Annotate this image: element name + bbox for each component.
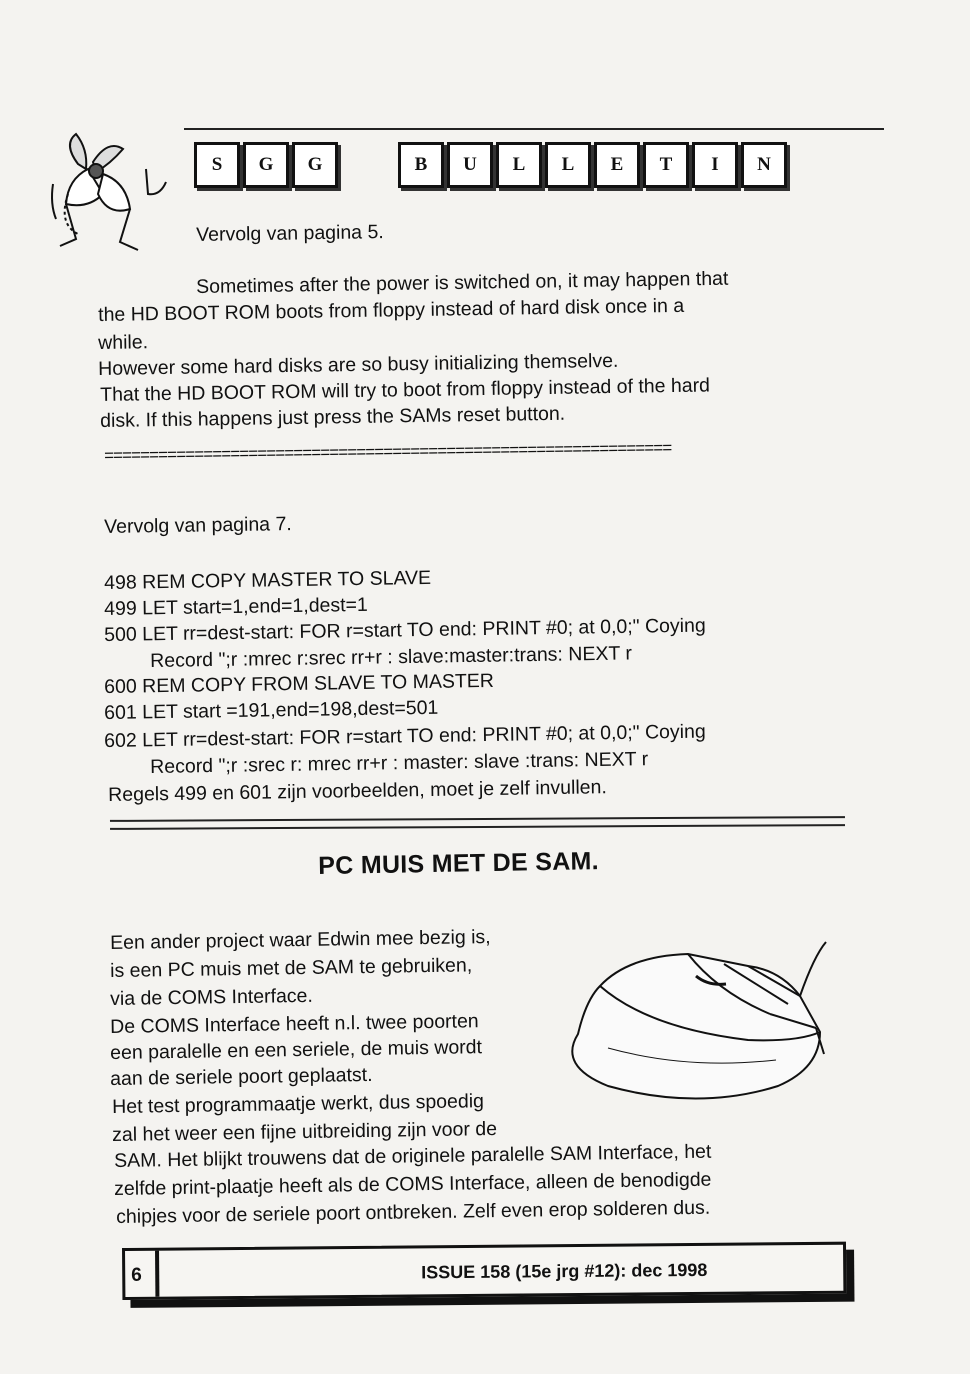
paragraph-line: while. [98,331,149,354]
paragraph-line: Sometimes after the power is switched on, it may happen that [196,267,729,298]
page-number: 6 [131,1264,142,1286]
code-line: Record ";r :srec r: mrec rr+r : master: slave :trans: NEXT r [150,748,649,778]
computer-mouse-icon [548,936,838,1108]
header-rule [184,128,884,130]
section-heading: PC MUIS MET DE SAM. [318,847,600,880]
sgg-title [194,142,338,188]
bulletin-title [398,142,787,188]
title-letter: L [496,142,542,188]
paragraph-line: Het test programmaatje werkt, dus spoedig [112,1090,485,1118]
title-letter: G [243,142,289,188]
paragraph-line: zelfde print-plaatje heeft als de COMS Interface, alleen de benodigde [114,1168,712,1200]
continuation-note: Vervolg van pagina 7. [104,513,292,538]
code-line: 602 LET rr=dest-start: FOR r=start TO end: PRINT #0; at 0,0;" Coying [104,720,706,752]
title-letter: B [398,142,444,188]
paragraph-line: via de COMS Interface. [110,984,314,1010]
paragraph-line: the HD BOOT ROM boots from floppy instead of hard disk once in a [98,294,685,326]
title-letter: N [741,142,787,188]
code-note: Regels 499 en 601 zijn voorbeelden, moet je zelf invullen. [108,776,607,806]
double-rule [110,816,845,830]
title-letter: E [594,142,640,188]
paragraph-line: aan de seriele poort geplaatst. [110,1063,373,1090]
code-line: Record ";r :mrec r:srec rr+r : slave:master:trans: NEXT r [150,642,633,672]
title-letter: T [643,142,689,188]
paragraph-line: een paralelle en een seriele, de muis wordt [110,1036,483,1064]
paragraph-line: Een ander project waar Edwin mee bezig is, [110,926,491,954]
paragraph-line: chipjes voor de seriele poort ontbreken. Zelf even erop solderen dus. [116,1196,711,1228]
title-letter: I [692,142,738,188]
code-line: 498 REM COPY MASTER TO SLAVE [104,566,432,594]
footer-divider [155,1251,159,1297]
page-footer [122,1242,846,1300]
paragraph-line: is een PC muis met de SAM te gebruiken, [110,954,473,982]
title-letter: G [292,142,338,188]
masthead [48,118,848,228]
continuation-note: Vervolg van pagina 5. [196,221,384,246]
paragraph-line: However some hard disks are so busy initializing themselve. [98,349,619,380]
paragraph-line: disk. If this happens just press the SAMs reset button. [100,402,566,432]
title-letter: L [545,142,591,188]
code-line: 600 REM COPY FROM SLAVE TO MASTER [104,669,495,698]
bells-bow-icon [48,124,178,264]
paragraph-line: zal het weer een fijne uitbreiding zijn voor de [112,1117,498,1146]
equals-separator: =============================================================== [104,440,672,467]
code-line: 500 LET rr=dest-start: FOR r=start TO end: PRINT #0; at 0,0;" Coying [104,614,706,646]
title-letter: U [447,142,493,188]
paragraph-line: That the HD BOOT ROM will try to boot from floppy instead of the hard [100,374,711,406]
title-letter: S [194,142,240,188]
code-line: 499 LET start=1,end=1,dest=1 [104,593,368,620]
issue-info: ISSUE 158 (15e jrg #12): dec 1998 [421,1259,708,1283]
paragraph-line: De COMS Interface heeft n.l. twee poorten [110,1010,479,1038]
paragraph-line: SAM. Het blijkt trouwens dat de originele paralelle SAM Interface, het [114,1140,712,1172]
code-line: 601 LET start =191,end=198,dest=501 [104,696,439,724]
